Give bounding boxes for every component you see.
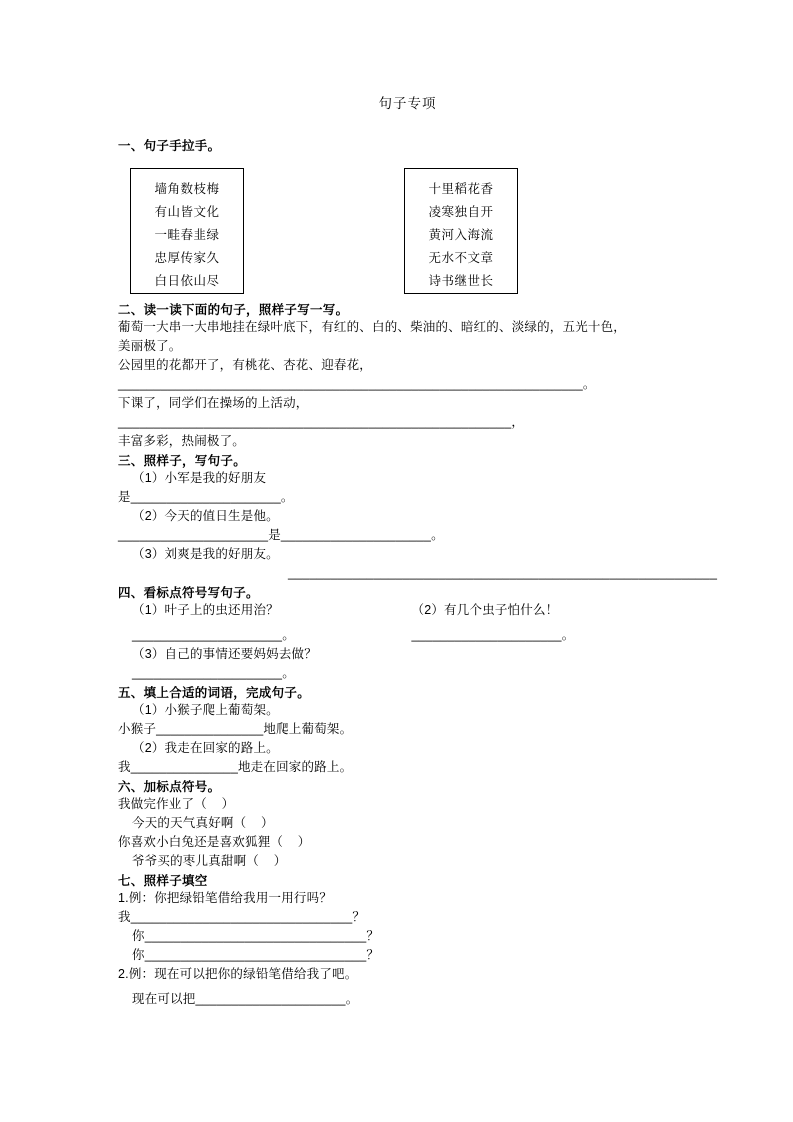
section-heading-3: 三、照样子，写句子。 (118, 454, 247, 468)
matching-left-line: 一畦春韭绿 (154, 228, 220, 242)
section-7-line: 1.例：你把绿铅笔借给我用一用行吗？ (118, 891, 333, 905)
section-4-blank[interactable]: _____________________。 (132, 666, 295, 680)
section-5-blank[interactable]: 小猴子_______________地爬上葡萄架。 (118, 722, 353, 736)
section-2-line: 美丽极了。 (118, 339, 182, 353)
page-title: 句子专项 (378, 96, 437, 111)
section-4-left-blank[interactable]: _____________________。 (132, 628, 295, 642)
section-4-right-line: （2）有几个虫子怕什么！ (411, 603, 559, 617)
section-5-line: （1）小猴子爬上葡萄架。 (132, 703, 279, 717)
matching-left-line: 忠厚传家久 (154, 251, 220, 265)
section-3-answer-blank[interactable]: _____________________是_____________________。 (118, 528, 444, 542)
section-2-line: 丰富多彩，热闹极了。 (118, 434, 246, 448)
section-heading-6: 六、加标点符号。 (118, 780, 221, 794)
section-6-item[interactable]: 你喜欢小白兔还是喜欢狐狸（ ） (118, 835, 311, 849)
section-heading-5: 五、填上合适的词语，完成句子。 (118, 686, 311, 700)
matching-right-line: 诗书继世长 (428, 274, 494, 288)
section-5-blank[interactable]: 我_______________地走在回家的路上。 (118, 760, 353, 774)
section-7-blank[interactable]: 你_______________________________？ (132, 948, 380, 962)
section-7-blank[interactable]: 现在可以把_____________________。 (132, 992, 359, 1006)
matching-box-left (130, 168, 244, 294)
section-2-line: 公园里的花都开了，有桃花、杏花、迎春花， (118, 358, 373, 372)
section-2-answer-blank[interactable]: 下课了，同学们在操场的上活动，_______________________________________________________， (118, 396, 525, 429)
section-7-blank[interactable]: 你_______________________________？ (132, 929, 380, 943)
section-4-left-line: （1）叶子上的虫还用治？ (132, 603, 279, 617)
matching-right-line: 凌寒独自开 (428, 205, 494, 219)
section-7-blank[interactable]: 我_______________________________？ (118, 910, 366, 924)
section-5-line: （2）我走在回家的路上。 (132, 741, 279, 755)
section-heading-2: 二、读一读下面的句子，照样子写一写。 (118, 303, 349, 317)
section-6-item[interactable]: 我做完作业了（ ） (118, 797, 235, 811)
section-2-answer-blank[interactable]: _________________________________________________________________。 (118, 377, 596, 391)
section-2-line: 葡萄一大串一大串地挂在绿叶底下，有红的、白的、柴油的、暗红的、淡绿的，五光十色， (118, 320, 627, 334)
section-3-answer-blank[interactable]: 是_____________________。 (118, 490, 294, 504)
matching-left-line: 白日依山尽 (154, 274, 220, 288)
section-3-line: （2）今天的值日生是他。 (132, 509, 279, 523)
section-3-line: （1）小军是我的好朋友 (132, 471, 267, 485)
section-3-line: （3）刘爽是我的好朋友。 (132, 547, 279, 561)
matching-box-right (404, 168, 518, 294)
matching-right-line: 无水不文章 (428, 251, 494, 265)
section-3-answer-blank[interactable]: ____________________________________________________________ (288, 566, 718, 580)
section-6-item[interactable]: 爷爷买的枣儿真甜啊（ ） (132, 854, 287, 868)
section-heading-4: 四、看标点符号写句子。 (118, 586, 259, 600)
section-7-line: 2.例：现在可以把你的绿铅笔借给我了吧。 (118, 967, 358, 981)
matching-left-line: 墙角数枝梅 (154, 182, 220, 196)
matching-boxes (118, 168, 697, 300)
section-6-item[interactable]: 今天的天气真好啊（ ） (132, 816, 274, 830)
section-heading-7: 七、照样子填空 (118, 874, 208, 888)
section-4-line: （3）自己的事情还要妈妈去做？ (132, 647, 317, 661)
section-4-columns (118, 601, 697, 645)
section-heading-1: 一、句子手拉手。 (118, 139, 221, 153)
matching-right-line: 黄河入海流 (428, 228, 494, 242)
matching-left-line: 有山皆文化 (154, 205, 220, 219)
matching-right-line: 十里稻花香 (428, 182, 494, 196)
section-4-right-blank[interactable]: _____________________。 (411, 628, 575, 642)
